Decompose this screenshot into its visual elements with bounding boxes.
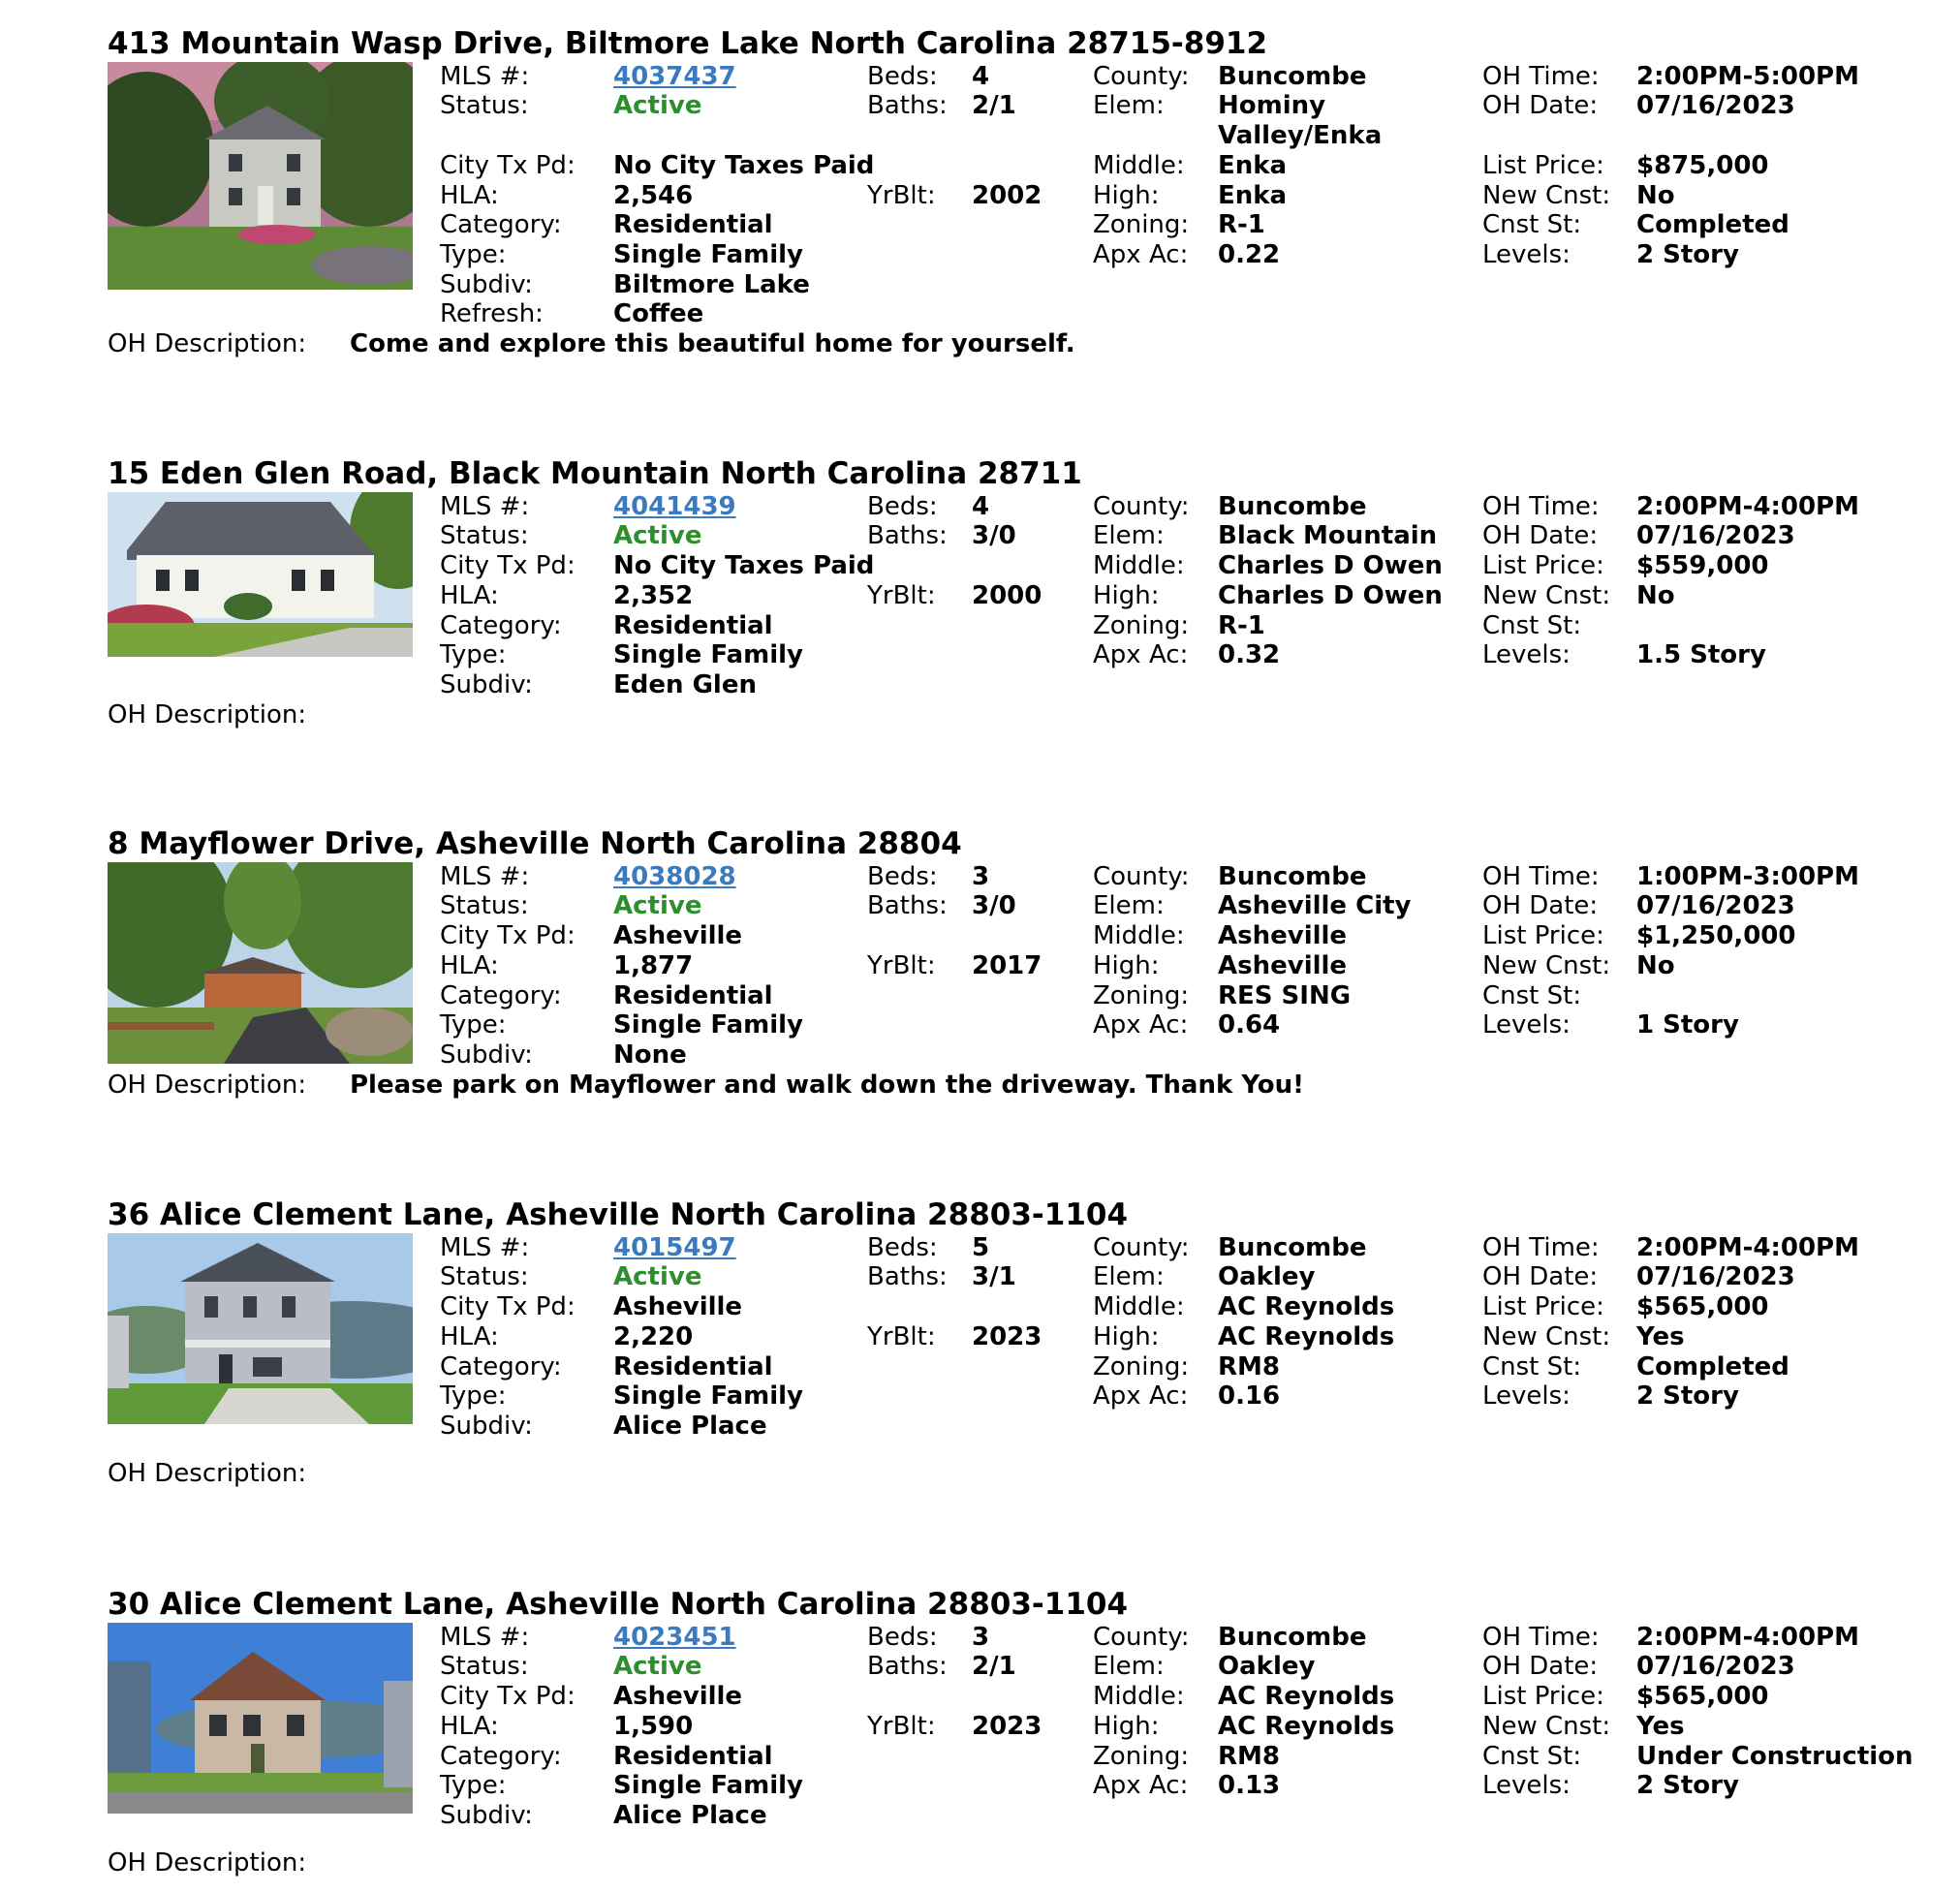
county-label: County:: [1093, 1233, 1190, 1262]
list-price-label: List Price:: [1482, 1682, 1604, 1711]
beds-value: 3: [972, 862, 990, 891]
county-label: County:: [1093, 492, 1190, 521]
city-tx-value: Asheville: [613, 921, 743, 950]
hla-value: 1,877: [613, 951, 694, 980]
high-label: High:: [1093, 1712, 1160, 1741]
list-price-label: List Price:: [1482, 921, 1604, 950]
middle-value: Enka: [1218, 151, 1288, 180]
levels-label: Levels:: [1482, 1010, 1571, 1040]
mls-label: MLS #:: [440, 62, 530, 91]
oh-time-value: 1:00PM-3:00PM: [1636, 862, 1859, 891]
subdiv-label: Subdiv:: [440, 1801, 533, 1830]
oh-time-label: OH Time:: [1482, 62, 1600, 91]
elem-label: Elem:: [1093, 1262, 1165, 1291]
county-value: Buncombe: [1218, 1233, 1367, 1262]
oh-date-label: OH Date:: [1482, 91, 1599, 120]
middle-value: Asheville: [1218, 921, 1348, 950]
status-value: Active: [613, 1652, 702, 1681]
levels-value: 1 Story: [1636, 1010, 1739, 1040]
elem-value: Oakley: [1218, 1262, 1316, 1291]
county-value: Buncombe: [1218, 492, 1367, 521]
baths-label: Baths:: [867, 521, 948, 550]
middle-label: Middle:: [1093, 1292, 1185, 1321]
status-label: Status:: [440, 1262, 529, 1291]
levels-value: 2 Story: [1636, 240, 1739, 269]
hla-label: HLA:: [440, 1712, 499, 1741]
mls-link[interactable]: 4015497: [613, 1233, 736, 1262]
cnst-st-value: Under Construction: [1636, 1742, 1913, 1771]
high-label: High:: [1093, 581, 1160, 610]
category-label: Category:: [440, 1742, 562, 1771]
status-label: Status:: [440, 521, 529, 550]
zoning-label: Zoning:: [1093, 1352, 1190, 1381]
oh-description-label: OH Description:: [108, 329, 307, 358]
beds-label: Beds:: [867, 862, 938, 891]
apx-ac-value: 0.64: [1218, 1010, 1281, 1040]
oh-time-value: 2:00PM-4:00PM: [1636, 1233, 1859, 1262]
yrblt-value: 2002: [972, 181, 1042, 210]
city-tx-value: Asheville: [613, 1682, 743, 1711]
county-label: County:: [1093, 1623, 1190, 1652]
subdiv-value: Alice Place: [613, 1801, 767, 1830]
subdiv-label: Subdiv:: [440, 270, 533, 299]
hla-label: HLA:: [440, 181, 499, 210]
city-tx-label: City Tx Pd:: [440, 1682, 576, 1711]
type-value: Single Family: [613, 1010, 804, 1040]
baths-value: 3/0: [972, 891, 1016, 920]
list-price-value: $565,000: [1636, 1682, 1769, 1711]
category-value: Residential: [613, 1742, 773, 1771]
city-tx-value: No City Taxes Paid: [613, 151, 875, 180]
levels-label: Levels:: [1482, 1771, 1571, 1800]
zoning-label: Zoning:: [1093, 981, 1190, 1010]
yrblt-value: 2023: [972, 1322, 1042, 1351]
category-label: Category:: [440, 981, 562, 1010]
high-label: High:: [1093, 181, 1160, 210]
hla-value: 2,220: [613, 1322, 694, 1351]
city-tx-label: City Tx Pd:: [440, 151, 576, 180]
zoning-value: R-1: [1218, 611, 1265, 640]
status-value: Active: [613, 521, 702, 550]
oh-time-value: 2:00PM-4:00PM: [1636, 492, 1859, 521]
oh-date-value: 07/16/2023: [1636, 891, 1795, 920]
city-tx-label: City Tx Pd:: [440, 921, 576, 950]
new-cnst-value: Yes: [1636, 1712, 1685, 1741]
elem-label: Elem:: [1093, 521, 1165, 550]
beds-label: Beds:: [867, 62, 938, 91]
oh-time-value: 2:00PM-5:00PM: [1636, 62, 1859, 91]
type-value: Single Family: [613, 1771, 804, 1800]
zoning-value: R-1: [1218, 210, 1265, 239]
yrblt-value: 2017: [972, 951, 1042, 980]
category-value: Residential: [613, 1352, 773, 1381]
status-value: Active: [613, 1262, 702, 1291]
status-label: Status:: [440, 1652, 529, 1681]
mls-label: MLS #:: [440, 1233, 530, 1262]
new-cnst-value: No: [1636, 581, 1675, 610]
city-tx-label: City Tx Pd:: [440, 551, 576, 580]
list-price-value: $1,250,000: [1636, 921, 1796, 950]
oh-description-value: Come and explore this beautiful home for yourself.: [350, 329, 1075, 358]
county-label: County:: [1093, 862, 1190, 891]
subdiv-value: None: [613, 1040, 687, 1070]
apx-ac-value: 0.13: [1218, 1771, 1281, 1800]
zoning-label: Zoning:: [1093, 611, 1190, 640]
yrblt-label: YrBlt:: [867, 581, 936, 610]
list-price-value: $565,000: [1636, 1292, 1769, 1321]
county-value: Buncombe: [1218, 62, 1367, 91]
zoning-label: Zoning:: [1093, 210, 1190, 239]
baths-label: Baths:: [867, 891, 948, 920]
elem-value: Hominy: [1218, 91, 1326, 120]
new-cnst-value: Yes: [1636, 1322, 1685, 1351]
mls-label: MLS #:: [440, 862, 530, 891]
beds-label: Beds:: [867, 1623, 938, 1652]
elem-value-continued: Valley/Enka: [1218, 121, 1383, 150]
middle-label: Middle:: [1093, 921, 1185, 950]
listing-address: 36 Alice Clement Lane, Asheville North Carolina 28803-1104: [108, 1197, 1129, 1232]
cnst-st-label: Cnst St:: [1482, 981, 1582, 1010]
new-cnst-label: New Cnst:: [1482, 1322, 1611, 1351]
high-value: Charles D Owen: [1218, 581, 1443, 610]
category-value: Residential: [613, 611, 773, 640]
oh-description-label: OH Description:: [108, 700, 307, 729]
high-label: High:: [1093, 1322, 1160, 1351]
listing-address: 30 Alice Clement Lane, Asheville North Carolina 28803-1104: [108, 1587, 1129, 1622]
oh-date-value: 07/16/2023: [1636, 1262, 1795, 1291]
listing-photo[interactable]: [108, 492, 413, 657]
yrblt-label: YrBlt:: [867, 1322, 936, 1351]
subdiv-label: Subdiv:: [440, 670, 533, 699]
levels-label: Levels:: [1482, 240, 1571, 269]
listing-address: 413 Mountain Wasp Drive, Biltmore Lake North Carolina 28715-8912: [108, 26, 1268, 61]
subdiv-value: Biltmore Lake: [613, 270, 810, 299]
apx-ac-label: Apx Ac:: [1093, 1381, 1189, 1411]
middle-value: AC Reynolds: [1218, 1682, 1395, 1711]
type-value: Single Family: [613, 240, 804, 269]
category-value: Residential: [613, 210, 773, 239]
listing-photo[interactable]: [108, 1233, 413, 1424]
zoning-value: RES SING: [1218, 981, 1352, 1010]
oh-date-label: OH Date:: [1482, 1652, 1599, 1681]
oh-time-label: OH Time:: [1482, 1623, 1600, 1652]
zoning-value: RM8: [1218, 1352, 1280, 1381]
yrblt-label: YrBlt:: [867, 1712, 936, 1741]
beds-label: Beds:: [867, 1233, 938, 1262]
type-value: Single Family: [613, 640, 804, 669]
new-cnst-label: New Cnst:: [1482, 1712, 1611, 1741]
listing-photo[interactable]: [108, 862, 413, 1064]
oh-description-label: OH Description:: [108, 1848, 307, 1877]
high-label: High:: [1093, 951, 1160, 980]
apx-ac-label: Apx Ac:: [1093, 1771, 1189, 1800]
type-label: Type:: [440, 240, 507, 269]
high-value: Asheville: [1218, 951, 1348, 980]
list-price-label: List Price:: [1482, 1292, 1604, 1321]
high-value: AC Reynolds: [1218, 1712, 1395, 1741]
yrblt-label: YrBlt:: [867, 951, 936, 980]
city-tx-value: Asheville: [613, 1292, 743, 1321]
elem-value: Asheville City: [1218, 891, 1412, 920]
oh-date-value: 07/16/2023: [1636, 521, 1795, 550]
elem-label: Elem:: [1093, 1652, 1165, 1681]
city-tx-label: City Tx Pd:: [440, 1292, 576, 1321]
levels-label: Levels:: [1482, 1381, 1571, 1411]
type-label: Type:: [440, 640, 507, 669]
baths-label: Baths:: [867, 1262, 948, 1291]
county-label: County:: [1093, 62, 1190, 91]
baths-value: 3/0: [972, 521, 1016, 550]
beds-label: Beds:: [867, 492, 938, 521]
apx-ac-value: 0.32: [1218, 640, 1281, 669]
mls-label: MLS #:: [440, 1623, 530, 1652]
middle-label: Middle:: [1093, 151, 1185, 180]
middle-value: AC Reynolds: [1218, 1292, 1395, 1321]
new-cnst-label: New Cnst:: [1482, 581, 1611, 610]
beds-value: 4: [972, 62, 990, 91]
middle-label: Middle:: [1093, 1682, 1185, 1711]
oh-date-label: OH Date:: [1482, 1262, 1599, 1291]
status-label: Status:: [440, 891, 529, 920]
elem-label: Elem:: [1093, 891, 1165, 920]
middle-label: Middle:: [1093, 551, 1185, 580]
type-label: Type:: [440, 1771, 507, 1800]
type-label: Type:: [440, 1381, 507, 1411]
list-price-label: List Price:: [1482, 551, 1604, 580]
hla-value: 1,590: [613, 1712, 694, 1741]
type-value: Single Family: [613, 1381, 804, 1411]
mls-link[interactable]: 4038028: [613, 862, 736, 891]
baths-value: 3/1: [972, 1262, 1016, 1291]
county-value: Buncombe: [1218, 1623, 1367, 1652]
mls-link[interactable]: 4037437: [613, 62, 736, 91]
subdiv-value: Alice Place: [613, 1412, 767, 1441]
oh-date-label: OH Date:: [1482, 891, 1599, 920]
middle-value: Charles D Owen: [1218, 551, 1443, 580]
new-cnst-value: No: [1636, 951, 1675, 980]
oh-date-label: OH Date:: [1482, 521, 1599, 550]
apx-ac-label: Apx Ac:: [1093, 1010, 1189, 1040]
list-price-value: $559,000: [1636, 551, 1769, 580]
oh-description-value: Please park on Mayflower and walk down the driveway. Thank You!: [350, 1071, 1304, 1100]
levels-label: Levels:: [1482, 640, 1571, 669]
cnst-st-value: Completed: [1636, 210, 1789, 239]
type-label: Type:: [440, 1010, 507, 1040]
elem-value: Oakley: [1218, 1652, 1316, 1681]
zoning-label: Zoning:: [1093, 1742, 1190, 1771]
cnst-st-label: Cnst St:: [1482, 210, 1582, 239]
cnst-st-value: Completed: [1636, 1352, 1789, 1381]
mls-label: MLS #:: [440, 492, 530, 521]
oh-description-label: OH Description:: [108, 1071, 307, 1100]
baths-value: 2/1: [972, 91, 1016, 120]
category-value: Residential: [613, 981, 773, 1010]
oh-time-label: OH Time:: [1482, 1233, 1600, 1262]
county-value: Buncombe: [1218, 862, 1367, 891]
status-value: Active: [613, 91, 702, 120]
levels-value: 2 Story: [1636, 1381, 1739, 1411]
cnst-st-label: Cnst St:: [1482, 611, 1582, 640]
list-price-value: $875,000: [1636, 151, 1769, 180]
apx-ac-value: 0.16: [1218, 1381, 1281, 1411]
new-cnst-label: New Cnst:: [1482, 181, 1611, 210]
subdiv-label: Subdiv:: [440, 1040, 533, 1070]
oh-time-label: OH Time:: [1482, 862, 1600, 891]
oh-date-value: 07/16/2023: [1636, 1652, 1795, 1681]
baths-label: Baths:: [867, 1652, 948, 1681]
status-value: Active: [613, 891, 702, 920]
oh-time-label: OH Time:: [1482, 492, 1600, 521]
levels-value: 1.5 Story: [1636, 640, 1766, 669]
listing-address: 8 Mayflower Drive, Asheville North Carolina 28804: [108, 826, 962, 861]
new-cnst-label: New Cnst:: [1482, 951, 1611, 980]
apx-ac-value: 0.22: [1218, 240, 1281, 269]
category-label: Category:: [440, 1352, 562, 1381]
zoning-value: RM8: [1218, 1742, 1280, 1771]
category-label: Category:: [440, 611, 562, 640]
hla-label: HLA:: [440, 951, 499, 980]
baths-label: Baths:: [867, 91, 948, 120]
list-price-label: List Price:: [1482, 151, 1604, 180]
yrblt-value: 2023: [972, 1712, 1042, 1741]
beds-value: 4: [972, 492, 990, 521]
apx-ac-label: Apx Ac:: [1093, 240, 1189, 269]
new-cnst-value: No: [1636, 181, 1675, 210]
oh-date-value: 07/16/2023: [1636, 91, 1795, 120]
category-label: Category:: [440, 210, 562, 239]
mls-link[interactable]: 4023451: [613, 1623, 736, 1652]
beds-value: 3: [972, 1623, 990, 1652]
mls-link[interactable]: 4041439: [613, 492, 736, 521]
hla-label: HLA:: [440, 581, 499, 610]
elem-label: Elem:: [1093, 91, 1165, 120]
listing-photo[interactable]: [108, 62, 413, 290]
status-label: Status:: [440, 91, 529, 120]
yrblt-value: 2000: [972, 581, 1042, 610]
subdiv-value: Eden Glen: [613, 670, 757, 699]
cnst-st-label: Cnst St:: [1482, 1352, 1582, 1381]
city-tx-value: No City Taxes Paid: [613, 551, 875, 580]
elem-value: Black Mountain: [1218, 521, 1438, 550]
oh-time-value: 2:00PM-4:00PM: [1636, 1623, 1859, 1652]
high-value: AC Reynolds: [1218, 1322, 1395, 1351]
yrblt-label: YrBlt:: [867, 181, 936, 210]
hla-value: 2,352: [613, 581, 694, 610]
levels-value: 2 Story: [1636, 1771, 1739, 1800]
subdiv-label: Subdiv:: [440, 1412, 533, 1441]
refresh-value: Coffee: [613, 299, 704, 328]
oh-description-label: OH Description:: [108, 1459, 307, 1488]
listing-photo[interactable]: [108, 1623, 413, 1814]
hla-label: HLA:: [440, 1322, 499, 1351]
beds-value: 5: [972, 1233, 990, 1262]
high-value: Enka: [1218, 181, 1288, 210]
listing-address: 15 Eden Glen Road, Black Mountain North Carolina 28711: [108, 456, 1082, 491]
cnst-st-label: Cnst St:: [1482, 1742, 1582, 1771]
baths-value: 2/1: [972, 1652, 1016, 1681]
hla-value: 2,546: [613, 181, 694, 210]
refresh-label: Refresh:: [440, 299, 544, 328]
apx-ac-label: Apx Ac:: [1093, 640, 1189, 669]
